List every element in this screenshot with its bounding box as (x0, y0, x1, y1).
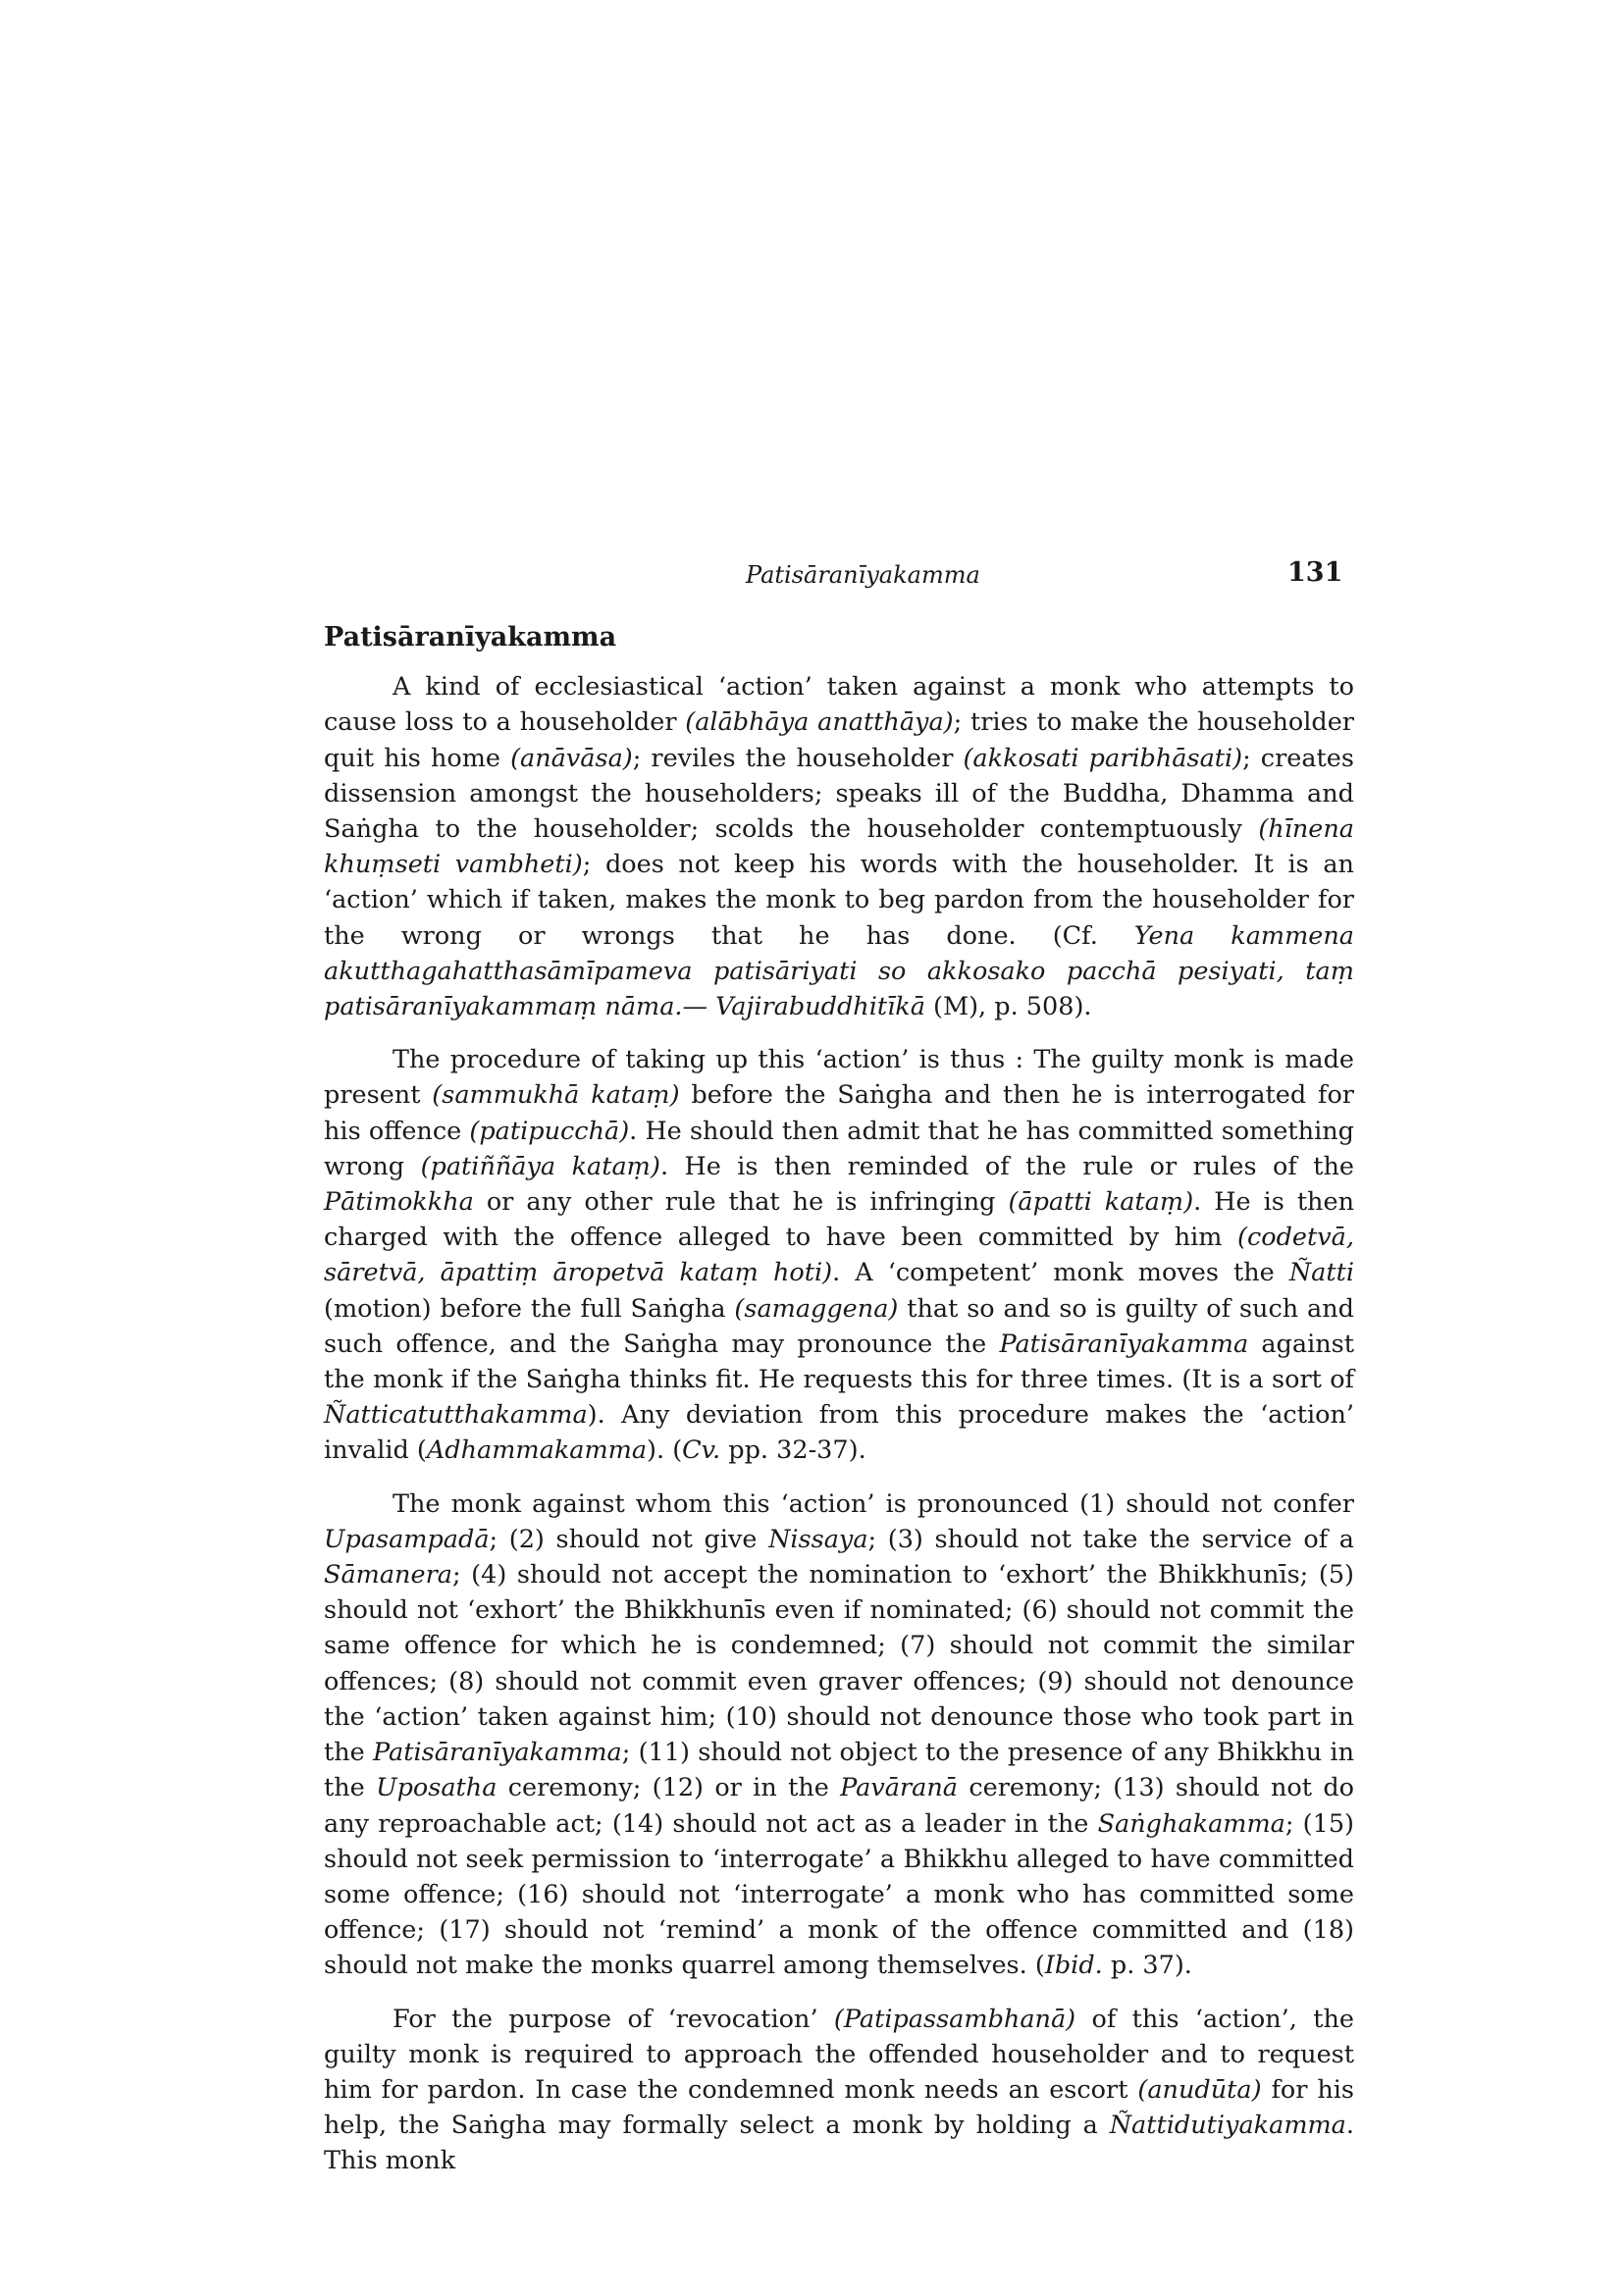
italic-term: Patisāranīyakamma (999, 1329, 1249, 1359)
page-number: 131 (1287, 557, 1343, 588)
italic-term: Sāmanera (324, 1560, 452, 1591)
italic-term: Cv. (682, 1435, 721, 1466)
italic-term: (samaggena) (734, 1293, 899, 1324)
paragraph-procedure (324, 1042, 1354, 1468)
text-run: that so and so is guilty of such and such offence, and the Saṅgha may pronounce the (324, 1293, 1354, 1359)
italic-term: Ñatti (1288, 1258, 1354, 1288)
italic-term: (patipucchā) (469, 1116, 630, 1146)
text-run: ; (3) should not take the service of a (867, 1524, 1354, 1554)
italic-term: Ñattidutiyakamma (1109, 2111, 1346, 2141)
text-run: . This monk (324, 2111, 1354, 2176)
text-run: . He should then admit that he has committed something wrong (324, 1116, 1354, 1181)
italic-term: Upasampadā (324, 1524, 490, 1554)
text-run: pp. 32-37). (720, 1435, 866, 1466)
entry-heading: Patisāranīyakamma (324, 622, 617, 652)
text-run: ; does not keep his words with the householder. It is an ‘action’ which if taken, makes the monk to beg pardon from the householder for the wrong or wrongs that he has done. (Cf. (324, 850, 1354, 951)
text-run: . A ‘competent’ monk moves the (832, 1258, 1289, 1288)
text-run: ; (11) should not object to the presence of any Bhikkhu in the (324, 1738, 1354, 1803)
italic-term: Adhammakamma (426, 1435, 648, 1466)
italic-term: Yena kammena akutthagahatthasāmīpameva patisāriyati so akkosako pacchā pesiyati, taṃ patisāranīyakammaṃ nāma.— Vajirabuddhitīkā (324, 920, 1354, 1022)
text-run: p. 37). (1102, 1951, 1192, 1981)
text-run: or any other rule that he is infringing (473, 1187, 1009, 1218)
italic-term: (anāvāsa) (510, 743, 633, 773)
paragraph-revocation (324, 2002, 1354, 2179)
italic-term: Patisāranīyakamma (373, 1738, 622, 1768)
italic-term: (anudūta) (1137, 2074, 1262, 2105)
text-run: ceremony; (12) or in the (497, 1773, 841, 1803)
italic-term: Ñatticatutthakamma (324, 1400, 588, 1431)
text-run: ceremony; (13) should not do any reproachable act; (14) should not act as a leader in the (324, 1773, 1354, 1839)
text-run: for his help, the Saṅgha may formally select a monk by holding a (324, 2074, 1354, 2141)
italic-term: Saṅghakamma (1097, 1808, 1285, 1839)
italic-term: (alābhāya anatthāya) (685, 707, 954, 738)
italic-term: (āpatti kataṃ) (1008, 1187, 1194, 1218)
text-run: of this ‘action’, the guilty monk is required to approach the offended householder and to request him for pardon. In case the condemned monk needs an escort (324, 2004, 1355, 2105)
text-run: ). Any deviation from this procedure makes the ‘action’ invalid ( (324, 1400, 1354, 1466)
text-run: . He is then reminded of the rule or rules of the (659, 1151, 1355, 1181)
italic-term: (patiññāya kataṃ) (420, 1151, 660, 1181)
text-run: The monk against whom this ‘action’ is pronounced (1) should not confer (393, 1488, 1354, 1519)
text-run: A kind of ecclesiastical ‘action’ taken against a monk who attempts to cause loss to a householder (324, 672, 1354, 738)
text-run: ; (2) should not give (489, 1524, 769, 1554)
text-run: (M), p. 508). (924, 992, 1092, 1022)
text-run: ; (4) should not accept the nomination to ‘exhort’ the Bhikkhunīs; (5) should not ‘exhort’ the Bhikkhunīs even if nominated; (6) should not commit the same offence for which he is condemned; (7) should not commit the similar offences; (8) should not commit even graver offences; (9) should not denounce the ‘action’ taken against him; (10) should not denounce those who took part in the (324, 1560, 1354, 1768)
italic-term: (codetvā, sāretvā, āpattiṃ āropetvā kataṃ hoti) (324, 1223, 1354, 1288)
italic-term: Pavāranā (840, 1773, 958, 1803)
entry-body (324, 620, 1354, 2197)
paragraph-definition (324, 669, 1354, 1024)
italic-term: (hīnena khuṃseti vambheti) (324, 814, 1354, 880)
running-title: Patisāranīyakamma (746, 561, 980, 589)
text-run: (motion) before the full Saṅgha (324, 1293, 735, 1324)
text-run: ; creates dissension amongst the householders; speaks ill of the Buddha, Dhamma and Saṅgha to the householder; scolds the householder contemptuously (324, 743, 1354, 845)
italic-term: Pātimokkha (324, 1187, 474, 1218)
text-run: ). ( (647, 1435, 683, 1466)
italic-term: Nissaya (768, 1524, 868, 1554)
text-run: . He is then charged with the offence alleged to have been committed by him (324, 1187, 1354, 1253)
italic-term: (Patipassambhanā) (833, 2004, 1076, 2034)
text-run: For the purpose of ‘revocation’ (393, 2004, 834, 2034)
italic-term: Uposatha (376, 1773, 498, 1803)
text-run: before the Saṅgha and then he is interrogated for his offence (324, 1080, 1354, 1146)
text-run: against the monk if the Saṅgha thinks fit. He requests this for three times. (It is a sort of (324, 1329, 1354, 1395)
text-run: ; (15) should not seek permission to ‘interrogate’ a Bhikkhu alleged to have committed some offence; (16) should not ‘interrogate’ a monk who has committed some offence; (17) should not ‘remind’ a monk of the offence committed and (18) should not make the monks quarrel among themselves. ( (324, 1808, 1354, 1981)
text-run: The procedure of taking up this ‘action’ is thus : The guilty monk is made present (324, 1045, 1354, 1111)
italic-term: Ibid. (1044, 1951, 1103, 1981)
italic-term: (akkosati paribhāsati) (963, 743, 1243, 773)
text-run: ; reviles the householder (632, 743, 964, 773)
italic-term: (sammukhā kataṃ) (432, 1080, 680, 1111)
paragraph-restrictions (324, 1487, 1354, 1984)
text-run: ; tries to make the householder quit his home (324, 707, 1354, 773)
